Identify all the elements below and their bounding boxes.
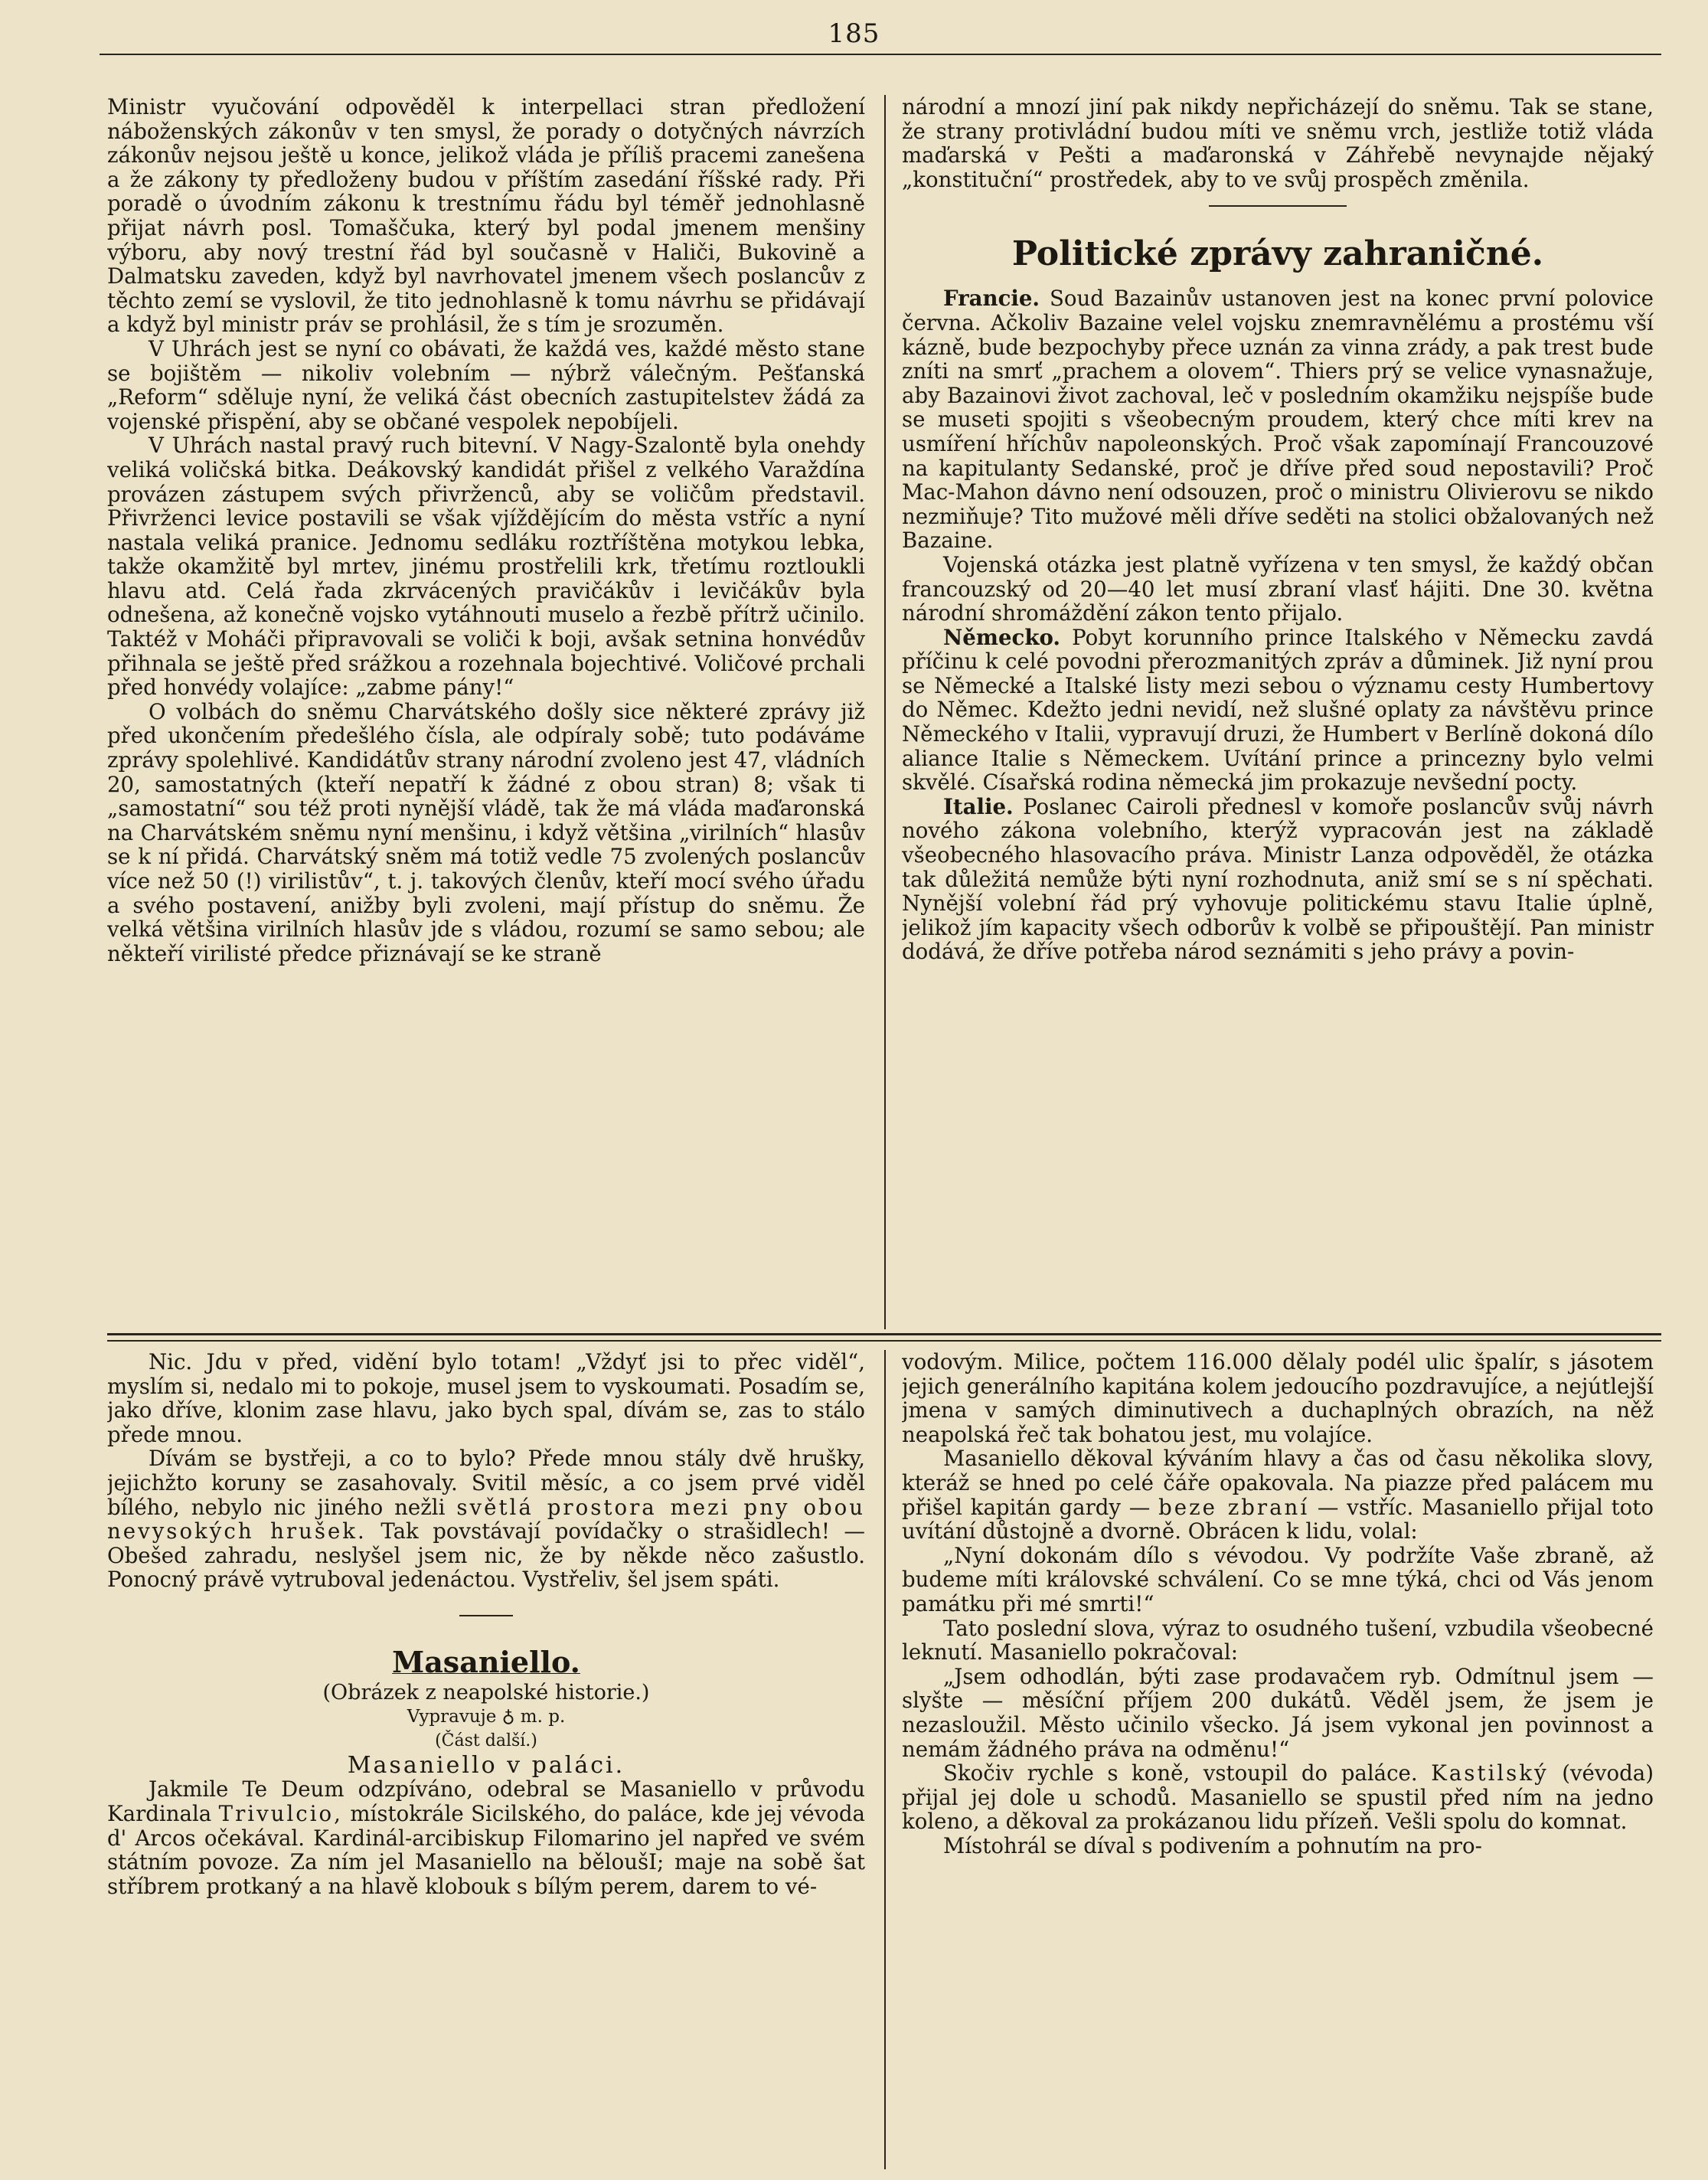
bottom-right-column — [902, 1350, 1654, 2173]
page-number: 185 — [828, 18, 880, 49]
article-paragraph: Ministr vyučování odpověděl k interpellaci stran předložení náboženských zákonův v ten smysl, že porady o dotyčných návrzích zákonův nejsou ještě u konce, jelikož vláda je příliš pracemi zanešena a že zákony ty předloženy budou v příštím zasedání říšské rady. Při poradě o úvodním zákonu k trestnímu řádu byl téměř jednohlasně přijat návrh posl. Tomaščuka, který byl podal jmenem menšiny výboru, aby nový trestní řád byl současně v Haliči, Bukovině a Dalmatsku zaveden, když byl navrhovatel jmenem všech poslancův z těchto zemí se vyslovil, že tito jednohlasně k tomu návrhu se přidávají a když byl ministr práv se prohlásil, že s tím je srozuměn. — [107, 95, 865, 338]
news-text: Pobyt korunního prince Italského v Německu zavdá příčinu k celé povodni přerozmanitých zpráv a důminek. Již nyní prou se Německé a Italské listy mezi sebou o významu cesty Humbertovy do Němec. Kdežto jedni nevidí, než slušné oplaty za návštěvu prince Německého v Italii, vypravují druzi, že Humbert v Berlíně dokoná dílo aliance Italie s Německem. Uvítání prince a princezny bylo velmi skvělé. Císařská rodina německá jim prokazuje nevšední pocty. — [902, 624, 1654, 796]
top-left-column — [107, 95, 865, 1328]
story-text: Dívám se bystřeji, a co to bylo? Přede mnou stály dvě hrušky, jejichžto koruny se zasahovaly. Svitil měsíc, a co jsem prvé viděl bílého, nebylo nic jiného nežli — [107, 1446, 865, 1520]
story-text: (vévoda) přijal jej dole u schodů. Masaniello se spustil před ním na jedno koleno, a děkoval za prokázanou lidu přízeň. Vešli spolu do komnat. — [902, 1760, 1654, 1835]
story-text: Masaniello děkoval kýváním hlavy a čas od času několika slovy, kteráž se hned po celé čáře opakovala. Na piazze před palácem mu přišel kapitán gardy — — [902, 1446, 1654, 1520]
bottom-left-column — [107, 1350, 865, 2173]
story-subtitle: (Obrázek z neapolské historie.) — [322, 1680, 650, 1704]
article-paragraph: V Uhrách jest se nyní co obávati, že každá ves, každé město stane se bojištěm — nikoliv volebním — nýbrž válečným. Pešťanská „Reform“ sděluje nyní, že veliká část obecních zastupitelstev žádá za vojenské přispění, aby se občané vespolek nepobíjeli. — [107, 335, 865, 434]
story-text: Tak povstávají povídačky o strašidlech! — Obešed zahradu, neslyšel jsem nic, že by někde něco zašustlo. Ponocný právě vytruboval jedenáctou. Vystřeliv, šel jsem spáti. — [107, 1518, 865, 1593]
story-paragraph: Tato poslední slova, výraz to osudného tušení, vzbudila všeobecné leknutí. Masaniello pokračoval: — [902, 1615, 1654, 1665]
top-right-column — [902, 95, 1654, 1328]
story-paragraph: vodovým. Milice, počtem 116.000 dělaly podél ulic špalír, s jásotem jejich generálního kapitána kolem jedoucího pozdravujíce, a nejútlejší jmena v samých diminutivech a duchaplných obrazích, na něž neapolská řeč tak bohatou jest, mu volajíce. — [902, 1350, 1654, 1447]
news-item-francie — [902, 286, 1654, 553]
country-label: Italie. — [943, 793, 1014, 819]
feuilleton-divider — [107, 1333, 1661, 1342]
news-item-italie — [902, 795, 1654, 964]
story-paragraph — [902, 1761, 1654, 1834]
column-divider-bottom — [884, 1350, 886, 2169]
spaced-text: Kastilský — [1431, 1760, 1549, 1786]
column-divider-top — [884, 95, 886, 1329]
story-author: Vypravuje ♁ m. p. — [407, 1706, 566, 1727]
story-text: Skočiv rychle s koně, vstoupil do paláce. — [943, 1760, 1418, 1786]
story-part: (Část další.) — [435, 1731, 537, 1751]
story-paragraph — [107, 1777, 865, 1898]
article-paragraph: V Uhrách nastal pravý ruch bitevní. V Nagy-Szalontě byla onehdy veliká voličská bitka. Deákovský kandidát přišel z velkého Varaždína provázen zástupem svých přivrženců, aby se voličům představil. Přivrženci levice postavili se však vjíždějícím do města vstříc a nyní nastala veliká pranice. Jednomu sedláku roztříštěna motykou lebka, takže okamžitě byl mrtev, jinému prostřelili krk, třetímu roztloukli hlavu atd. Celá řada zkrvácených pravičákův i levičákův byla odnešena, až konečně vojsko vytáhnouti muselo a řezbě přítrž učinilo. Taktéž v Moháči připravovali se voliči k boji, avšak setnina honvédův přihnala se ještě před srážkou a rozehnala bojechtivé. Voličové prchali před honvédy volajíce: „zabme pány!“ — [107, 433, 865, 701]
story-paragraph: Místohrál se díval s podivením a pohnutím na pro- — [943, 1832, 1482, 1858]
story-paragraph — [902, 1446, 1654, 1543]
story-divider — [459, 1615, 513, 1616]
news-item-nemecko — [902, 626, 1654, 795]
story-paragraph: „Jsem odhodlán, býti zase prodavačem ryb. Odmítnul jsem — slyšte — měsíční příjem 200 dukátů. Věděl jsem, že jsem je nezasloužil. Město učinilo všecko. Já jsem vykonal jen povinnost a nemám žádného práva na odměnu!“ — [902, 1663, 1654, 1762]
story-text: Jakmile Te Deum odzpíváno, odebral se Masaniello v průvodu Kardinala — [107, 1776, 865, 1826]
story-text: místokrále Sicilského, do paláce, kde jej vévoda d' Arcos očekával. Kardinál-arcibiskup Filomarino jel napřed ve svém státním povoze. Za ním jel Masaniello na běloušI; maje na sobě šat stříbrem protkaný a na hlavě klobouk s bílým perem, darem to vé- — [107, 1800, 865, 1899]
story-paragraph: Nic. Jdu v před, vidění bylo totam! „Vždyť jsi to přec viděl“, myslím si, nedalo mi to pokoje, musel jsem to vyskoumati. Posadím se, jako dříve, klonim zase hlavu, jako bych spal, dívám se, zas to stálo přede mnou. — [107, 1350, 865, 1447]
country-label: Francie. — [943, 286, 1040, 312]
section-heading: Politické zprávy zahraničné. — [1011, 234, 1544, 274]
story-title: Masaniello. — [392, 1644, 580, 1679]
article-paragraph: O volbách do sněmu Charvátského došly sice některé zprávy již před ukončením předešlého čísla, ale odpíraly sobě; tuto podáváme zprávy spolehlivé. Kandidátův strany národní zvoleno jest 47, vládních 20, samostatných (kteří nepatří k žádné z obou stran) 8; však ti „samostatní“ sou též proti nynější vládě, tak že má vláda maďaronská na Charvátském sněmu nyní menšinu, i když většina „virilních“ hlasův se k ní přidá. Charvátský sněm má totiž vedle 75 zvolených poslancův více než 50 (!) virilistův“, t. j. takových členův, kteří mocí svého úřadu a svého postavení, anižby byli zvoleni, mají přístup do sněmu. Že velká většina virilních hlasův jde s vládou, rozumí se samo sebou; ale někteří virilisté předce přiznávají se ke straně — [107, 698, 865, 966]
chapter-title: Masaniello v paláci. — [347, 1751, 625, 1779]
country-label: Německo. — [943, 624, 1060, 650]
news-text: Soud Bazainův ustanoven jest na konec první polovice června. Ačkoliv Bazaine velel vojsku znemravnělému a prostému vší kázně, bude bezpochyby přece uznán za vinna zrády, a pak trest bude zníti na smrť „prachem a olovem“. Thiers prý se velice vynasnažuje, aby Bazainovi život zachoval, leč v posledním okamžiku nejspíše bude se museti spojiti s všeobecným proudem, který chce míti krev na usmíření hříchův napoleonských. Proč však zapomínají Francouzové na kapitulanty Sedanské, proč je dříve před soud nepostavili? Proč Mac-Mahon dávno není odsouzen, proč o ministru Olivierovu se nikdo nezmiňuje? Tito mužové měli dříve seděti na stolici obžalovaných než Bazaine. — [902, 286, 1654, 554]
spaced-text: světlá prostora mezi pny obou nevysokých hrušek. — [107, 1494, 865, 1544]
news-text: Poslanec Cairoli přednesl v komoře poslancův svůj návrh nového zákona volebního, kterýž vypracován jest na základě všeobecného hlasovacího práva. Ministr Lanza odpověděl, že otázka tak důležitá nemůže býti nyní rozhodnuta, aniž smí se s ní spěchati. Nynější volební řád prý vyhovuje politickému stavu Italie úplně, jelikož jím kapacity všech odborův k volbě se připouštějí. Pan ministr dodává, že dříve potřeba národ seznámiti s jeho právy a povin- — [902, 793, 1654, 965]
story-text: — vstříc. Masaniello přijal toto uvítání důstojně a dvorně. Obrácen k lidu, volal: — [902, 1494, 1654, 1544]
story-paragraph: „Nyní dokonám dílo s vévodou. Vy podržíte Vaše zbraně, až budeme míti královské schválení. Co se mne týká, chci od Vás jenom památku při mé smrti!“ — [902, 1542, 1654, 1616]
section-divider — [1209, 205, 1347, 207]
news-text: Vojenská otázka jest platně vyřízena v ten smysl, že každý občan francouzský od 20—40 let musí zbraní vlasť hájiti. Dne 30. května národní shromáždění zákon tento přijalo. — [902, 551, 1654, 626]
header-rule — [100, 54, 1661, 55]
spaced-text: beze zbraní — [1158, 1494, 1310, 1520]
story-paragraph — [107, 1446, 865, 1592]
article-paragraph: národní a mnozí jiní pak nikdy nepřicházejí do sněmu. Tak se stane, že strany protivládní budou míti ve sněmu vrch, jestliže totiž vláda maďarská v Pešti a maďaronská v Záhřebě nevynajde nějaký „konstituční“ prostředek, aby to ve svůj prospěch změnila. — [902, 95, 1654, 192]
spaced-text: Trivulcio, — [218, 1800, 343, 1826]
news-item-francie-2 — [902, 553, 1654, 626]
